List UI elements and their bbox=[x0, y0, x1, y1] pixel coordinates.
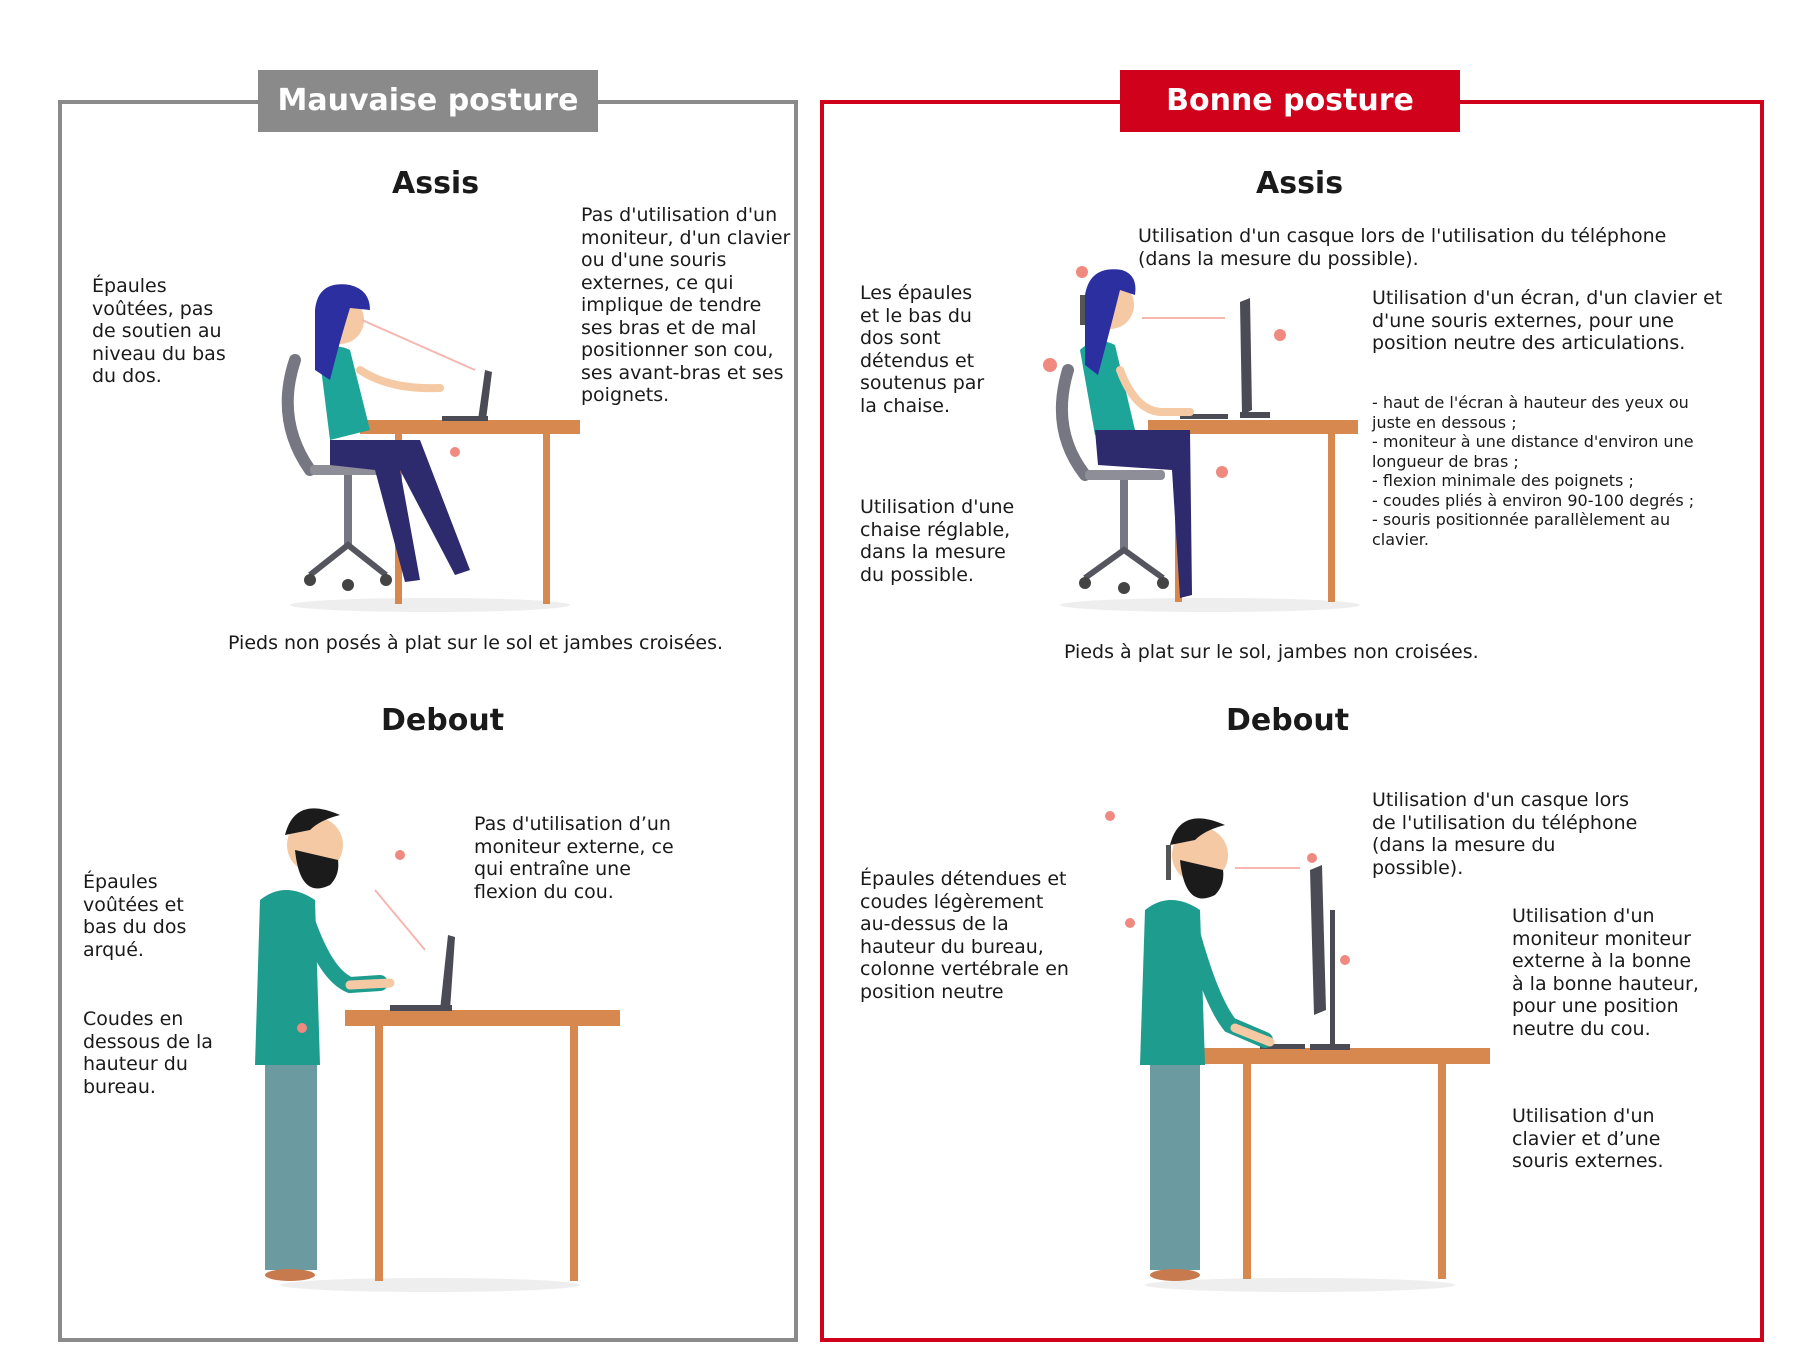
bad-standing-heading: Debout bbox=[381, 703, 505, 738]
good-standing-shoulders-note: Épaules détendues et coudes légèrement au-dessus de la hauteur du bureau, colonne vertébrale en position neutre bbox=[860, 868, 1069, 1003]
bad-sitting-heading: Assis bbox=[392, 166, 480, 201]
bad-posture-title: Mauvaise posture bbox=[258, 70, 598, 132]
good-standing-illustration bbox=[1100, 800, 1500, 1305]
good-posture-title: Bonne posture bbox=[1120, 70, 1460, 132]
bad-standing-monitor-note: Pas d'utilisation d’un moniteur externe, ce qui entraîne une flexion du cou. bbox=[474, 813, 674, 903]
good-sitting-heading: Assis bbox=[1256, 166, 1344, 201]
bad-sitting-monitor-note: Pas d'utilisation d'un moniteur, d'un clavier ou d'une souris externes, ce qui implique de tendre ses bras et de mal positionner son cou, ses avant-bras et ses poignets. bbox=[581, 204, 791, 406]
bad-standing-elbows-note: Coudes en dessous de la hauteur du bureau. bbox=[83, 1008, 213, 1098]
good-sitting-headset-note: Utilisation d'un casque lors de l'utilisation du téléphone (dans la mesure du possible). bbox=[1138, 225, 1667, 270]
good-sitting-checklist: - haut de l'écran à hauteur des yeux ou juste en dessous ; - moniteur à une distance d'environ une longueur de bras ; - flexion minimale des poignets ; - coudes pliés à environ 90-100 degrés ; - souris positionnée parallèlement au clavier. bbox=[1372, 393, 1695, 549]
bad-sitting-illustration bbox=[270, 280, 600, 620]
good-standing-headset-note: Utilisation d'un casque lors de l'utilisation du téléphone (dans la mesure du possible). bbox=[1372, 789, 1638, 879]
bad-standing-illustration bbox=[240, 805, 630, 1305]
good-sitting-illustration bbox=[1040, 260, 1370, 615]
good-standing-heading: Debout bbox=[1226, 703, 1350, 738]
good-standing-monitor-note: Utilisation d'un moniteur moniteur externe à la bonne à la bonne hauteur, pour une position neutre du cou. bbox=[1512, 905, 1699, 1040]
bad-standing-shoulders-note: Épaules voûtées et bas du dos arqué. bbox=[83, 871, 187, 961]
bad-sitting-shoulders-note: Épaules voûtées, pas de soutien au niveau du bas du dos. bbox=[92, 275, 226, 387]
bad-sitting-feet-note: Pieds non posés à plat sur le sol et jambes croisées. bbox=[228, 632, 724, 654]
good-sitting-chair-note: Utilisation d'une chaise réglable, dans la mesure du possible. bbox=[860, 496, 1015, 586]
good-sitting-screen-note: Utilisation d'un écran, d'un clavier et d'une souris externes, pour une position neutre des articulations. bbox=[1372, 287, 1723, 354]
good-standing-keyboard-note: Utilisation d'un clavier et d’une souris externes. bbox=[1512, 1105, 1664, 1172]
good-sitting-shoulders-note: Les épaules et le bas du dos sont détendus et soutenus par la chaise. bbox=[860, 282, 985, 417]
good-sitting-feet-note: Pieds à plat sur le sol, jambes non croisées. bbox=[1064, 641, 1479, 663]
